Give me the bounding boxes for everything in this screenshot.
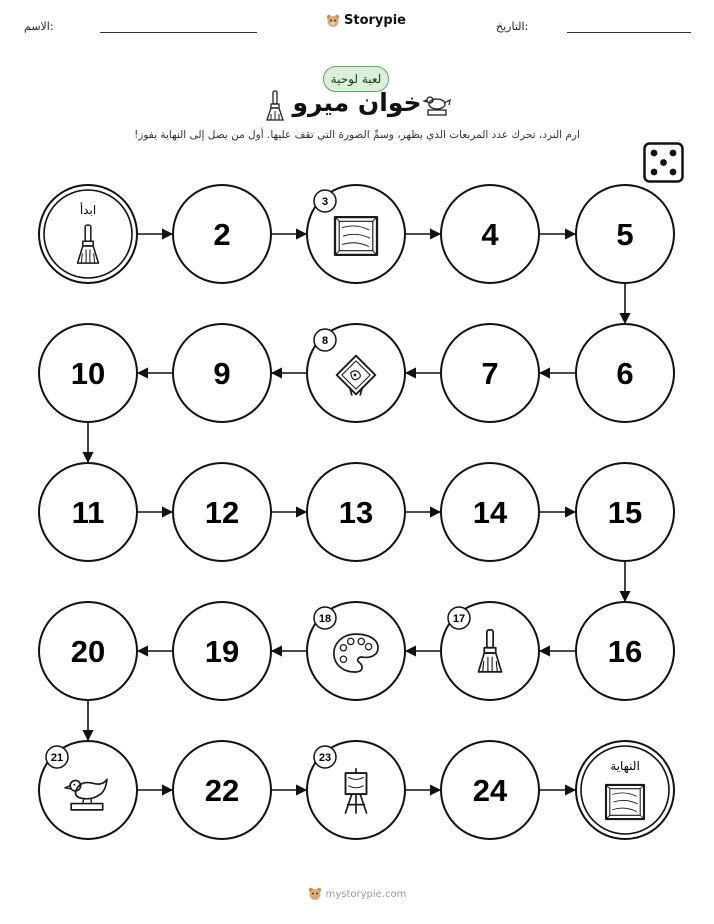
space-number: 8 xyxy=(321,335,329,347)
board-spaces xyxy=(39,185,674,839)
board-space-6 xyxy=(576,324,674,422)
game-type-badge: لعبة لوحية xyxy=(323,66,389,92)
space-number: 6 xyxy=(616,356,634,391)
brand-name: Storypie xyxy=(344,13,406,28)
footer xyxy=(0,887,714,901)
board-space-15 xyxy=(576,463,674,561)
name-label: الاسم: xyxy=(24,20,54,33)
space-number: 11 xyxy=(71,495,105,530)
board-space-13 xyxy=(307,463,405,561)
space-number: 23 xyxy=(318,752,332,764)
board-space-14 xyxy=(441,463,539,561)
board-space-19 xyxy=(173,602,271,700)
finish-label: النهاية xyxy=(610,759,640,773)
board-space-7 xyxy=(441,324,539,422)
board-space-21 xyxy=(39,741,137,839)
space-number: 24 xyxy=(472,773,508,808)
space-number: 22 xyxy=(204,773,240,808)
footer-url: mystorypie.com xyxy=(325,888,407,900)
page-title: خوان ميرو xyxy=(292,88,422,117)
space-number: 17 xyxy=(452,613,466,625)
space-number: 9 xyxy=(213,356,231,391)
space-number: 12 xyxy=(204,495,240,530)
space-number: 5 xyxy=(616,217,634,252)
space-number: 19 xyxy=(204,634,240,669)
space-number: 7 xyxy=(481,356,499,391)
board-space-5 xyxy=(576,185,674,283)
bear-logo-icon xyxy=(308,887,322,901)
space-number: 14 xyxy=(472,495,508,530)
board-space-2 xyxy=(173,185,271,283)
space-number: 18 xyxy=(318,613,332,625)
space-number: 20 xyxy=(70,634,106,669)
board-space-25 xyxy=(576,741,674,839)
board-space-16 xyxy=(576,602,674,700)
date-label: التاريخ: xyxy=(496,20,529,33)
space-number: 10 xyxy=(70,356,106,391)
board-space-23 xyxy=(307,741,405,839)
board-space-3 xyxy=(307,185,405,283)
board-space-12 xyxy=(173,463,271,561)
board-space-11 xyxy=(39,463,137,561)
space-number: 4 xyxy=(481,217,499,252)
board-space-4 xyxy=(441,185,539,283)
start-label: ابدأ xyxy=(79,203,97,217)
space-number: 21 xyxy=(50,752,64,764)
space-number: 15 xyxy=(607,495,643,530)
board-space-22 xyxy=(173,741,271,839)
space-number: 13 xyxy=(338,495,374,530)
space-number: 3 xyxy=(321,196,329,208)
space-number: 16 xyxy=(607,634,643,669)
board-space-1 xyxy=(39,185,137,283)
board-space-9 xyxy=(173,324,271,422)
board-space-17 xyxy=(441,602,539,700)
board-space-10 xyxy=(39,324,137,422)
board-space-18 xyxy=(307,602,405,700)
board-space-24 xyxy=(441,741,539,839)
board-space-20 xyxy=(39,602,137,700)
instructions-text: ارم النرد، تحرك عدد المربعات الذي يظهر، وسمِّ الصورة التي تقف عليها. أول من يصل إلى النهاية يفوز! xyxy=(134,129,580,141)
space-number: 2 xyxy=(213,217,231,252)
board-space-8 xyxy=(307,324,405,422)
